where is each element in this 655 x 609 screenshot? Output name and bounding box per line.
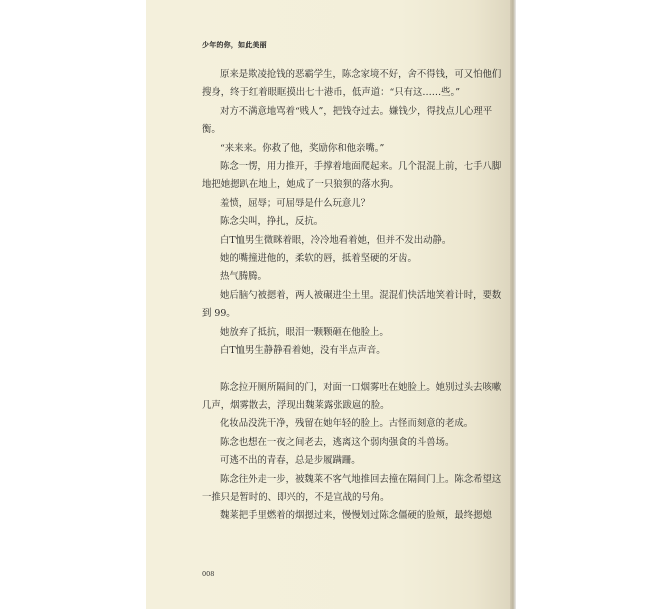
body-text	[202, 66, 502, 526]
paragraph: 魏莱把手里燃着的烟摁过来，慢慢划过陈念僵硬的脸颊，最终摁熄	[220, 510, 492, 522]
paragraph: 热气腾腾。	[220, 271, 267, 283]
paragraph: 她后脑勺被摁着，两人被碾进尘土里。混混们快活地笑着计时，要数到 99。	[202, 289, 502, 320]
paragraph: 原来是欺凌抢钱的恶霸学生，陈念家境不好，舍不得钱，可又怕他们搜身，终于红着眼眶摸出七十港币，低声道：“只有这……些。”	[202, 69, 502, 99]
paragraph: 羞愤，屈辱；可屈辱是什么玩意儿？	[220, 197, 371, 209]
book-spine	[510, 0, 516, 609]
paragraph: 陈念也想在一夜之间老去，逃离这个弱肉强食的斗兽场。	[220, 436, 455, 448]
paragraph: 陈念往外走一步，被魏莱不客气地推回去撞在隔间门上。陈念希望这一推只是暂时的、即兴的，不是宣战的号角。	[202, 473, 502, 503]
section-break	[202, 361, 502, 379]
paragraph: 陈念尖叫，挣扎，反抗。	[220, 216, 324, 228]
paragraph: 对方不满意地骂着“贱人”，把钱夺过去。嫌钱少，得找点儿心理平衡。	[202, 105, 493, 136]
page-number: 008	[202, 570, 215, 578]
paragraph: 陈念一愣，用力推开，手撑着地面爬起来。几个混混上前，七手八脚地把她摁趴在地上，她成了一只狼狈的落水狗。	[202, 161, 502, 191]
paragraph: 白T恤男生微眯着眼，冷冷地看着她，但并不发出动静。	[220, 234, 452, 246]
paragraph: 白T恤男生静静看着她，没有半点声音。	[220, 345, 386, 357]
paragraph: 她的嘴撞进他的，柔软的唇，抵着坚硬的牙齿。	[220, 253, 417, 265]
running-head: 少年的你，如此美丽	[202, 40, 267, 49]
paragraph: 可逃不出的青春，总是步履蹒跚。	[220, 455, 361, 467]
paragraph: 化妆品没洗干净，残留在她年轻的脸上。古怪而刻意的老成。	[220, 418, 474, 430]
paragraph: 陈念拉开厕所隔间的门，对面一口烟雾吐在她脸上。她别过头去咳嗽几声，烟雾散去，浮现出魏莱露张跋扈的脸。	[202, 381, 502, 411]
paragraph: 她放弃了抵抗，眼泪一颗颗砸在他脸上。	[220, 326, 389, 338]
paragraph: “来来来。你救了他，奖励你和他亲嘴。”	[220, 142, 385, 154]
